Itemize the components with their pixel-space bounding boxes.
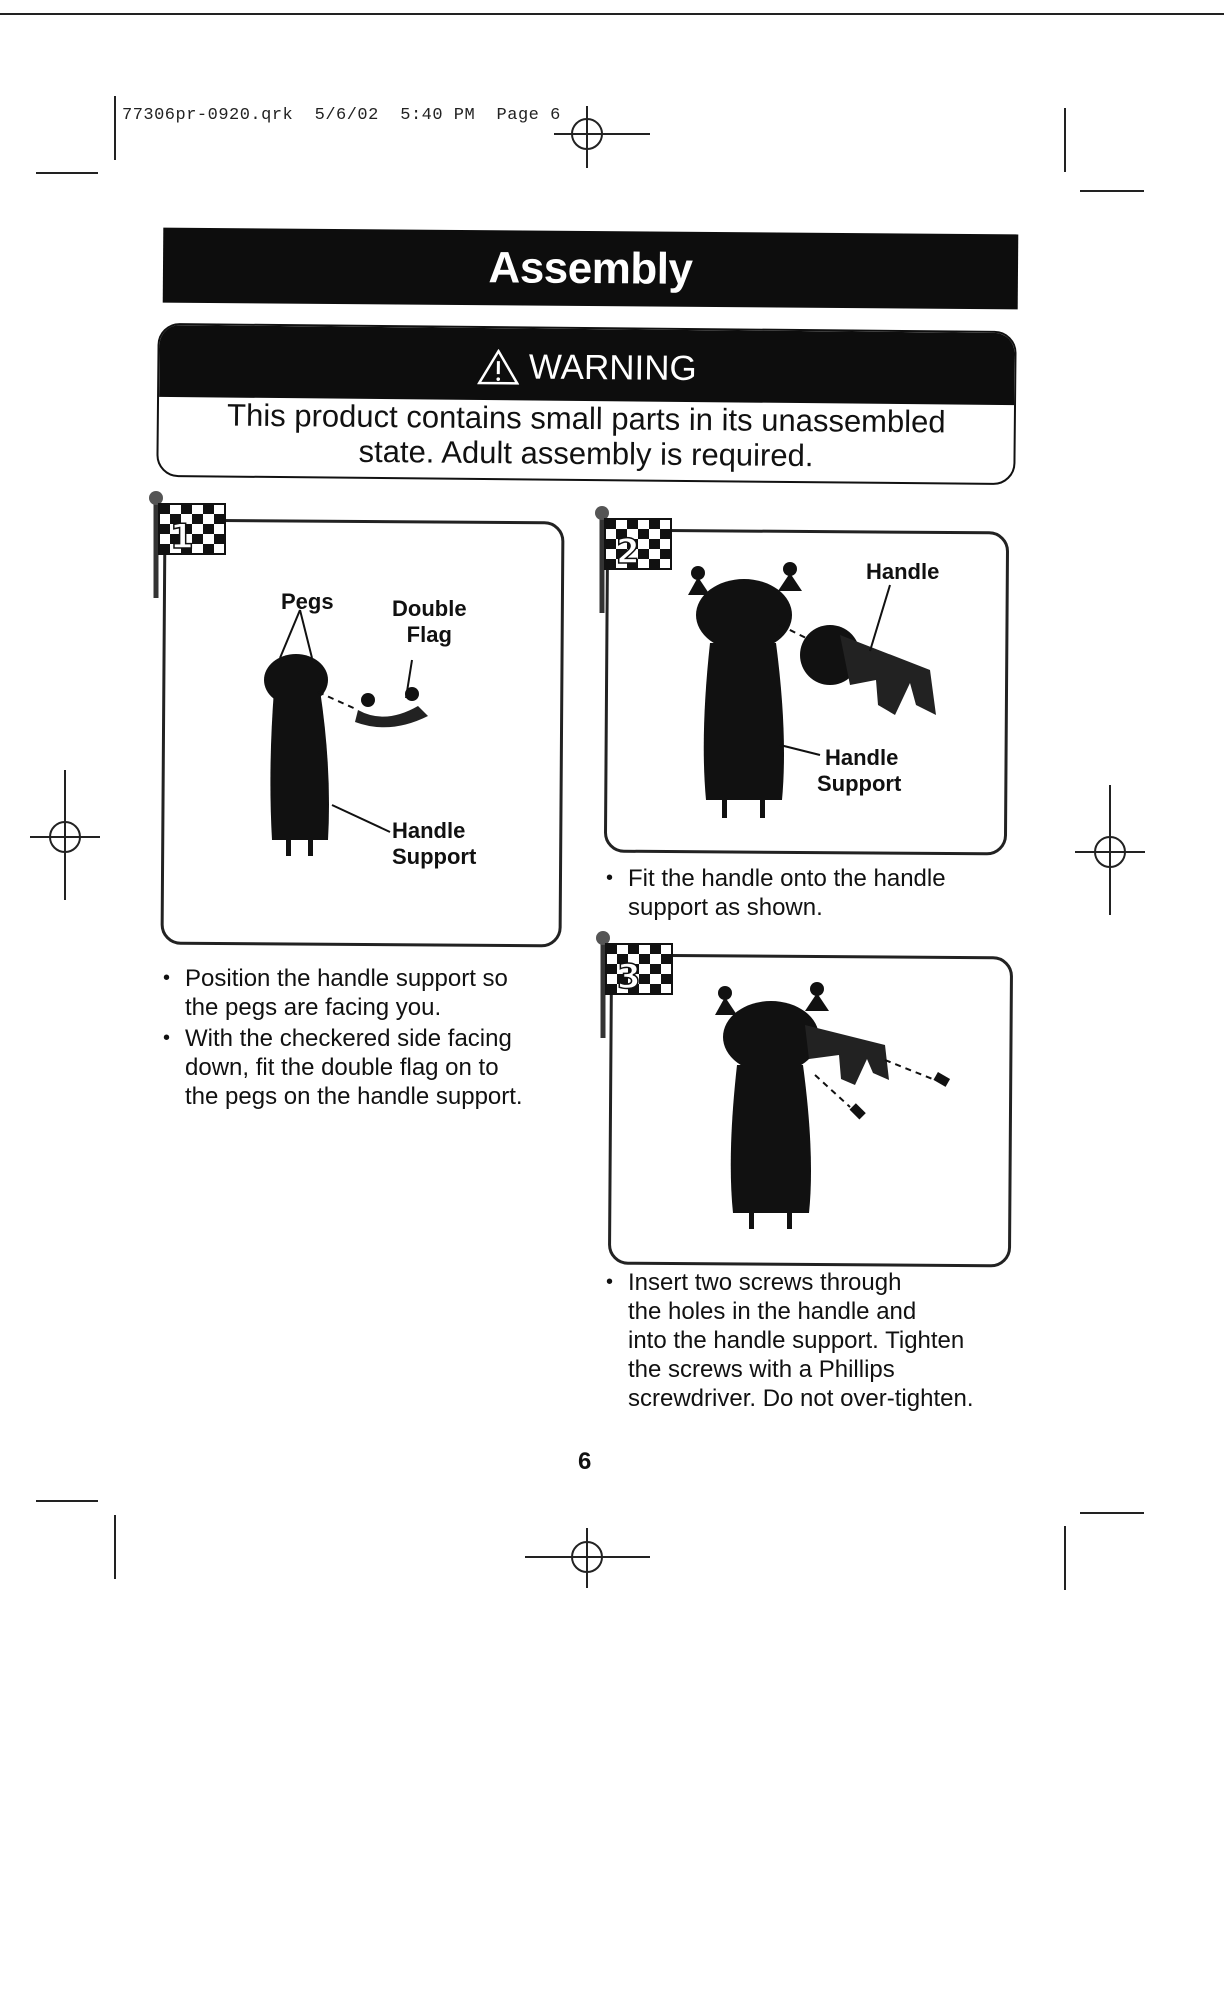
step-1-callout-double-flag: Double Flag (392, 596, 467, 647)
page-number: 6 (578, 1448, 592, 1475)
step-1-instructions (163, 964, 583, 1113)
registration-mark-right (1075, 785, 1145, 915)
step-1-number: 1 (170, 517, 194, 557)
registration-mark-bottom (525, 1528, 650, 1588)
step-1-callout-handle-support: Handle Support (392, 818, 477, 869)
step-3-flag-icon (593, 930, 683, 1040)
registration-mark-top (555, 106, 620, 171)
step-2-callout-handle-support: Handle Support (817, 745, 902, 796)
print-header: 77306pr-0920.qrk 5/6/02 5:40 PM Page 6 (122, 106, 561, 125)
step-1-callout-pegs: Pegs (281, 589, 334, 614)
step-3-instructions (606, 1268, 1046, 1415)
step-3-illustration (705, 975, 975, 1235)
step-3-number: 3 (617, 957, 641, 997)
list-item: • With the checkered side facing down, fit the double flag on to the pegs on the handle support. (163, 1024, 583, 1111)
step-2-number: 2 (616, 532, 640, 572)
list-item: • Fit the handle onto the handle support as shown. (606, 864, 1026, 922)
step-2-instructions (606, 864, 1026, 924)
step-2-flag-icon (592, 505, 682, 615)
warning-heading: WARNING (528, 347, 697, 389)
warning-box (156, 323, 1016, 485)
list-item: • Insert two screws through the holes in the handle and into the handle support. Tighten the screws with a Phillips screwdriver. Do not over-tighten. (606, 1268, 1046, 1413)
registration-mark-left (30, 770, 100, 900)
step-1-flag-icon (146, 490, 236, 600)
warning-text: This product contains small parts in its unassembled state. Adult assembly is required. (226, 397, 946, 474)
list-item: • Position the handle support so the pegs are facing you. (163, 964, 583, 1022)
step-2-callout-handle: Handle (866, 559, 940, 584)
step-2-illustration (680, 555, 950, 825)
warning-triangle-icon (477, 349, 519, 385)
title-bar (163, 228, 1019, 310)
page-title: Assembly (488, 242, 693, 294)
warning-header (159, 325, 1015, 405)
